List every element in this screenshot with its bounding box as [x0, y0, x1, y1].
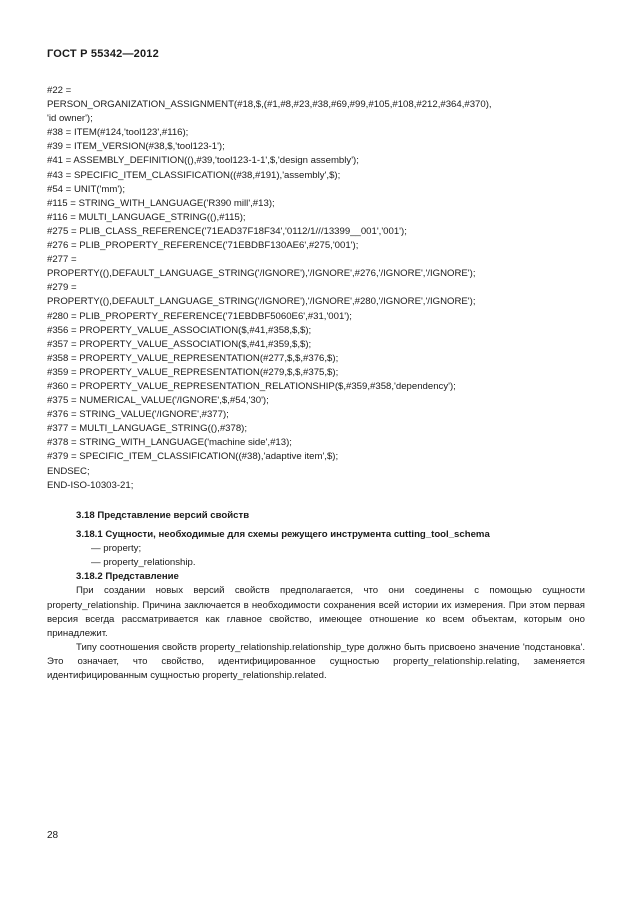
section-heading-3-18-1: 3.18.1 Сущности, необходимые для схемы режущего инструмента cutting_tool_schema	[76, 529, 490, 541]
code-line: 'id owner');	[47, 113, 93, 125]
code-line: #357 = PROPERTY_VALUE_ASSOCIATION($,#41,#359,$,$);	[47, 338, 312, 350]
document-header: ГОСТ Р 55342—2012	[47, 48, 159, 60]
code-line: #275 = PLIB_CLASS_REFERENCE('71EAD37F18F34','0112/1///13399__001','001');	[47, 225, 407, 237]
code-line: #277 =	[47, 254, 77, 266]
paragraph: При создании новых версий свойств предполагается, что они соединены с помощью сущности property_relationship. Причина заключается в необходимости сохранения всей истории их измерения. При этом первая версия всегда рассматривается как главное свойство, имеющее отношение ко всем объектам, которым оно принадлежит.	[47, 585, 585, 639]
list-item: — property;	[91, 543, 142, 555]
section-3-18	[47, 509, 585, 683]
code-line: #43 = SPECIFIC_ITEM_CLASSIFICATION((#38,#191),'assembly',$);	[47, 169, 341, 181]
code-line: #279 =	[47, 282, 77, 294]
page-number: 28	[47, 830, 59, 841]
section-heading-3-18: 3.18 Представление версий свойств	[76, 510, 250, 521]
code-line: #116 = MULTI_LANGUAGE_STRING((),#115);	[47, 211, 246, 223]
code-line: #358 = PROPERTY_VALUE_REPRESENTATION(#277,$,$,#376,$);	[47, 352, 339, 364]
code-line: PERSON_ORGANIZATION_ASSIGNMENT(#18,$,(#1,#8,#23,#38,#69,#99,#105,#108,#212,#364,#370),	[47, 99, 492, 111]
code-line: #115 = STRING_WITH_LANGUAGE('R390 mill',#13);	[47, 197, 275, 209]
code-line: #375 = NUMERICAL_VALUE('/IGNORE',$,#54,'30');	[47, 395, 269, 407]
code-line: END-ISO-10303-21;	[47, 479, 134, 491]
code-line: #41 = ASSEMBLY_DEFINITION((),#39,'tool123-1-1',$,'design assembly');	[47, 155, 359, 167]
code-line: ENDSEC;	[47, 465, 90, 477]
code-line: #54 = UNIT('mm');	[47, 183, 126, 195]
code-line: #276 = PLIB_PROPERTY_REFERENCE('71EBDBF130AE6',#275,'001');	[47, 240, 359, 252]
code-line: #378 = STRING_WITH_LANGUAGE('machine side',#13);	[47, 437, 292, 449]
step-code-listing	[47, 84, 592, 493]
code-line: #377 = MULTI_LANGUAGE_STRING((),#378);	[47, 423, 248, 435]
code-line: #379 = SPECIFIC_ITEM_CLASSIFICATION((#38),'adaptive item',$);	[47, 451, 339, 463]
code-line: #376 = STRING_VALUE('/IGNORE',#377);	[47, 409, 229, 421]
list-item: — property_relationship.	[91, 557, 196, 569]
code-line: PROPERTY((),DEFAULT_LANGUAGE_STRING('/IGNORE'),'/IGNORE',#276,'/IGNORE','/IGNORE');	[47, 268, 476, 280]
code-line: #38 = ITEM(#124,'tool123',#116);	[47, 127, 189, 139]
code-line: #22 =	[47, 85, 72, 96]
paragraph: Типу соотношения свойств property_relationship.relationship_type должно быть присвоено значение 'подстановка'. Это означает, что свойство, идентифицированное сущностью property_relationship.relating, заменяется идентифицированным сущностью property_relationship.related.	[47, 641, 585, 682]
code-line: #359 = PROPERTY_VALUE_REPRESENTATION(#279,$,$,#375,$);	[47, 366, 339, 378]
code-line: #39 = ITEM_VERSION(#38,$,'tool123-1');	[47, 141, 225, 153]
code-line: #280 = PLIB_PROPERTY_REFERENCE('71EBDBF5060E6',#31,'001');	[47, 310, 352, 322]
section-heading-3-18-2: 3.18.2 Представление	[76, 571, 179, 583]
code-line: #360 = PROPERTY_VALUE_REPRESENTATION_RELATIONSHIP($,#359,#358,'dependency');	[47, 380, 456, 392]
code-line: #356 = PROPERTY_VALUE_ASSOCIATION($,#41,#358,$,$);	[47, 324, 312, 336]
code-line: PROPERTY((),DEFAULT_LANGUAGE_STRING('/IGNORE'),'/IGNORE',#280,'/IGNORE','/IGNORE');	[47, 296, 476, 308]
